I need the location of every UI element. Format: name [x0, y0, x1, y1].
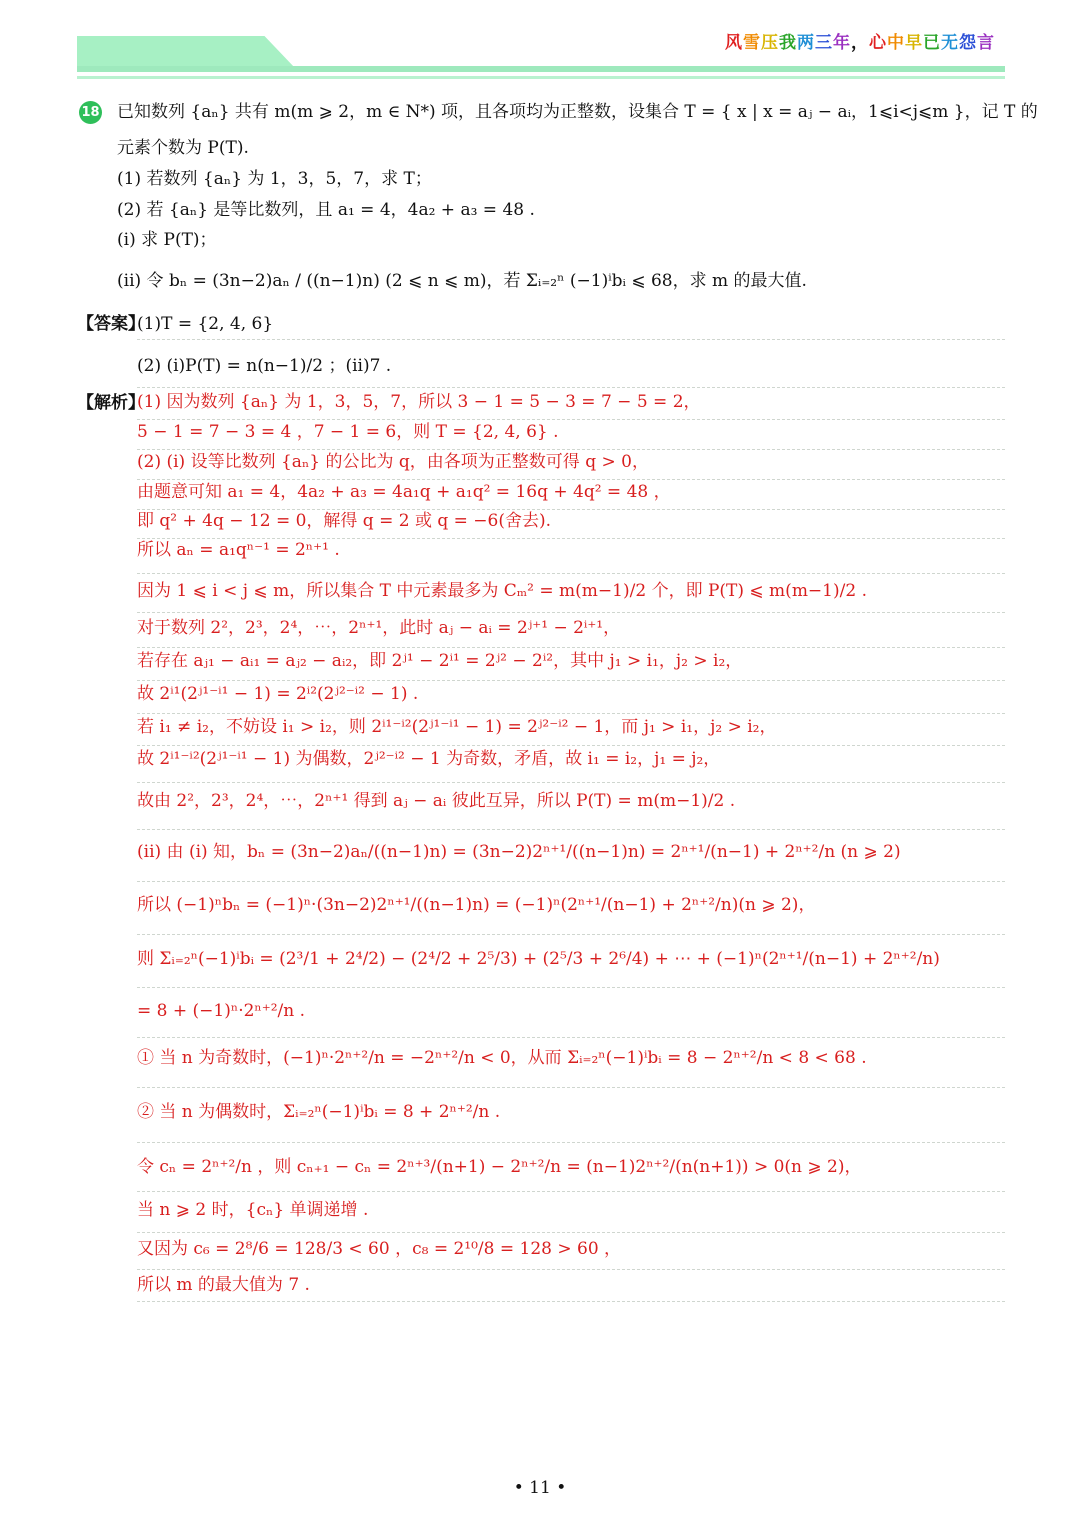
analysis-line: = 8 + (−1)ⁿ·2ⁿ⁺²/n .	[137, 1001, 306, 1021]
motto-char: ，	[851, 33, 869, 53]
analysis-line: 又因为 c₆ = 2⁸/6 = 128/3 < 60 ，c₈ = 2¹⁰/8 = 128 > 60 ，	[137, 1239, 622, 1259]
motto-char: 雪	[743, 33, 761, 53]
motto-char: 两	[797, 33, 815, 53]
analysis-divider	[137, 647, 1005, 648]
analysis-divider	[137, 1087, 1005, 1088]
analysis-line: 若 i₁ ≠ i₂，不妨设 i₁ > i₂，则 2ⁱ¹⁻ⁱ²(2ʲ¹⁻ⁱ¹ − 1) = 2ʲ²⁻ⁱ² − 1，而 j₁ > i₁，j₂ > i₂，	[137, 717, 777, 737]
analysis-line: 由题意可知 a₁ = 4，4a₂ + a₃ = 4a₁q + a₁q² = 16q + 4q² = 48 ，	[137, 482, 671, 502]
analysis-line: (1) 因为数列 {aₙ} 为 1，3，5，7，所以 3 − 1 = 5 − 3 = 7 − 5 = 2，	[137, 392, 701, 412]
answer-divider	[137, 387, 1005, 388]
motto-char: 无	[941, 33, 959, 53]
analysis-divider	[137, 829, 1005, 830]
answer-line-2: (2) (i)P(T) = n(n−1)/2 ；(ii)7 .	[137, 356, 392, 376]
analysis-line: 即 q² + 4q − 12 = 0，解得 q = 2 或 q = −6(舍去).	[137, 511, 552, 531]
analysis-divider	[137, 881, 1005, 882]
analysis-divider	[137, 449, 1005, 450]
analysis-divider	[137, 573, 1005, 574]
problem-line-5: (i) 求 P(T)；	[117, 230, 217, 250]
analysis-divider	[137, 1301, 1005, 1302]
analysis-divider	[137, 479, 1005, 480]
analysis-line: 当 n ⩾ 2 时，{cₙ} 单调递增 .	[137, 1200, 369, 1220]
answer-line-1: (1)T = {2, 4, 6}	[137, 314, 274, 334]
analysis-line: 所以 (−1)ⁿbₙ = (−1)ⁿ·(3n−2)2ⁿ⁺¹/((n−1)n) = (−1)ⁿ(2ⁿ⁺¹/(n−1) + 2ⁿ⁺²/n)(n ⩾ 2)，	[137, 895, 816, 915]
analysis-line: 故 2ⁱ¹⁻ⁱ²(2ʲ¹⁻ⁱ¹ − 1) 为偶数，2ʲ²⁻ⁱ² − 1 为奇数，矛盾，故 i₁ = i₂，j₁ = j₂，	[137, 749, 721, 769]
analysis-divider	[137, 680, 1005, 681]
motto-char: 中	[887, 33, 905, 53]
motto-char: 压	[761, 33, 779, 53]
analysis-divider	[137, 1269, 1005, 1270]
analysis-line: 则 Σᵢ₌₂ⁿ(−1)ⁱbᵢ = (2³/1 + 2⁴/2) − (2⁴/2 + 2⁵/3) + (2⁵/3 + 2⁶/4) + ⋯ + (−1)ⁿ(2ⁿ⁺¹/(n−1) + 2ⁿ⁺²/n)	[137, 949, 940, 969]
problem-line-1: 已知数列 {aₙ} 共有 m(m ⩾ 2，m ∈ N*) 项，且各项均为正整数，设集合 T = { x | x = aⱼ − aᵢ，1⩽i<j⩽m }，记 T 的	[117, 102, 1038, 122]
analysis-divider	[137, 1037, 1005, 1038]
analysis-line: (ii) 由 (i) 知，bₙ = (3n−2)aₙ/((n−1)n) = (3n−2)2ⁿ⁺¹/((n−1)n) = 2ⁿ⁺¹/(n−1) + 2ⁿ⁺²/n (n ⩾ 2)	[137, 842, 901, 862]
header-bar-thin	[77, 76, 1005, 79]
motto-char: 已	[923, 33, 941, 53]
analysis-divider	[137, 1232, 1005, 1233]
problem-line-4: (2) 若 {aₙ} 是等比数列，且 a₁ = 4，4a₂ + a₃ = 48 .	[117, 200, 535, 220]
analysis-line: 对于数列 2²，2³，2⁴，⋯，2ⁿ⁺¹，此时 aⱼ − aᵢ = 2ʲ⁺¹ − 2ⁱ⁺¹，	[137, 618, 621, 638]
motto-char: 怨	[959, 33, 977, 53]
page-number: • 11 •	[513, 1478, 567, 1498]
header-motto	[725, 28, 995, 53]
analysis-line: (2) (i) 设等比数列 {aₙ} 的公比为 q，由各项为正整数可得 q > 0，	[137, 452, 649, 472]
header-tab	[77, 36, 295, 68]
analysis-divider	[137, 745, 1005, 746]
analysis-line: 所以 m 的最大值为 7 .	[137, 1275, 310, 1295]
analysis-line: 令 cₙ = 2ⁿ⁺²/n ，则 cₙ₊₁ − cₙ = 2ⁿ⁺³/(n+1) − 2ⁿ⁺²/n = (n−1)2ⁿ⁺²/(n(n+1)) > 0(n ⩾ 2)，	[137, 1157, 862, 1177]
motto-char: 年	[833, 33, 851, 53]
analysis-line: 故 2ⁱ¹(2ʲ¹⁻ⁱ¹ − 1) = 2ⁱ²(2ʲ²⁻ⁱ² − 1) .	[137, 684, 419, 704]
header-bar	[77, 66, 1005, 72]
analysis-divider	[137, 1191, 1005, 1192]
problem-number-badge: 18	[79, 101, 102, 124]
analysis-divider	[137, 419, 1005, 420]
analysis-divider	[137, 987, 1005, 988]
analysis-divider	[137, 612, 1005, 613]
motto-char: 早	[905, 33, 923, 53]
motto-char: 我	[779, 33, 797, 53]
problem-line-2: 元素个数为 P(T).	[117, 138, 249, 158]
analysis-divider	[137, 934, 1005, 935]
analysis-line: 所以 aₙ = a₁qⁿ⁻¹ = 2ⁿ⁺¹ .	[137, 540, 340, 560]
motto-char: 三	[815, 33, 833, 53]
analysis-line: 5 − 1 = 7 − 3 = 4 ，7 − 1 = 6，则 T = {2, 4, 6} .	[137, 422, 559, 442]
analysis-label: 【解析】	[77, 393, 145, 413]
analysis-line: ② 当 n 为偶数时，Σᵢ₌₂ⁿ(−1)ⁱbᵢ = 8 + 2ⁿ⁺²/n .	[137, 1102, 501, 1122]
analysis-line: ① 当 n 为奇数时，(−1)ⁿ·2ⁿ⁺²/n = −2ⁿ⁺²/n < 0，从而 Σᵢ₌₂ⁿ(−1)ⁱbᵢ = 8 − 2ⁿ⁺²/n < 8 < 68 .	[137, 1048, 867, 1068]
analysis-line: 若存在 aⱼ₁ − aᵢ₁ = aⱼ₂ − aᵢ₂，即 2ʲ¹ − 2ⁱ¹ = 2ʲ² − 2ⁱ²，其中 j₁ > i₁，j₂ > i₂，	[137, 651, 743, 671]
motto-char: 言	[977, 33, 995, 53]
problem-line-6: (ii) 令 bₙ = (3n−2)aₙ / ((n−1)n) (2 ⩽ n ⩽ m)，若 Σᵢ₌₂ⁿ (−1)ⁱbᵢ ⩽ 68，求 m 的最大值.	[117, 271, 807, 291]
answer-label: 【答案】	[77, 314, 145, 334]
analysis-divider	[137, 713, 1005, 714]
analysis-divider	[137, 1142, 1005, 1143]
motto-char: 风	[725, 33, 743, 53]
motto-char: 心	[869, 33, 887, 53]
analysis-line: 因为 1 ⩽ i < j ⩽ m，所以集合 T 中元素最多为 Cₘ² = m(m−1)/2 个，即 P(T) ⩽ m(m−1)/2 .	[137, 581, 867, 601]
analysis-divider	[137, 782, 1005, 783]
problem-line-3: (1) 若数列 {aₙ} 为 1，3，5，7，求 T；	[117, 169, 432, 189]
answer-divider	[137, 339, 1005, 340]
analysis-line: 故由 2²，2³，2⁴，⋯，2ⁿ⁺¹ 得到 aⱼ − aᵢ 彼此互异，所以 P(T) = m(m−1)/2 .	[137, 791, 736, 811]
